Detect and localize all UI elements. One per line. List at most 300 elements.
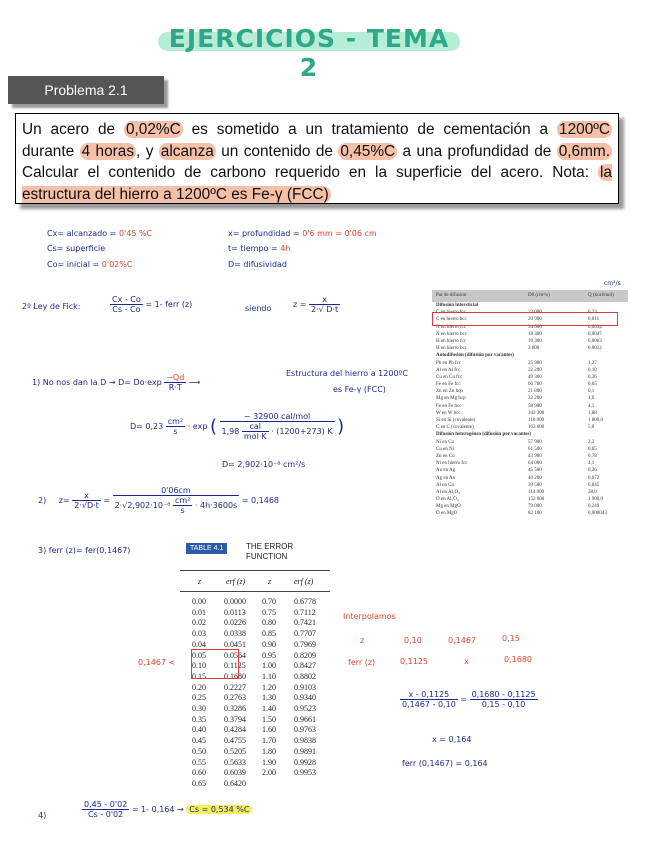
errfn-cell: 0.20: [192, 682, 206, 692]
diffusion-table-row: [432, 395, 628, 402]
step2-frac: [113, 486, 240, 515]
errfn-cell: 0.3286: [224, 704, 246, 713]
diffusion-cell: Pb en Pb fcc: [436, 360, 462, 366]
fick-z-den: 2·√ D·t: [311, 305, 339, 314]
errfn-side-value: 0,1467: [138, 658, 166, 667]
errfn-cell: 0.25: [192, 693, 206, 703]
diffusion-table-row: [432, 446, 628, 453]
errfn-head-z1: z: [198, 577, 202, 586]
step1-eq: [130, 412, 344, 441]
brace-icon: <: [168, 658, 176, 667]
errfn-cell: 0.6039: [224, 768, 246, 778]
diffusion-cell: 10 300: [528, 338, 542, 344]
diffusion-section-title: Autodifusión (difusión por vacantes): [436, 353, 514, 359]
errfn-cell: 0.65: [192, 778, 206, 788]
diffusion-cell: 32 200: [528, 367, 542, 373]
errfn-cell: 0.6420: [224, 778, 246, 788]
errfn-cell: 0.9661: [294, 714, 316, 724]
interp-z-label: z: [360, 636, 365, 645]
note-co-label: Co= inicial =: [47, 260, 100, 269]
step2-den: [113, 496, 240, 515]
errfn-cell: 0.0226: [224, 618, 246, 628]
diffusion-cell: 0,0047: [588, 331, 602, 337]
fick-z-label: z =: [293, 300, 307, 309]
fick-label: 2º Ley de Fick:: [22, 302, 81, 311]
interp-ferr-result: ferr (0,1467) = 0,164: [402, 759, 488, 768]
step2-result: = 0,1468: [241, 496, 280, 505]
diffusion-cell: 0,36: [588, 374, 597, 380]
diffusion-cell: 1 800,0: [588, 418, 603, 423]
errfn-cell: 0.4755: [224, 736, 246, 746]
step2-den-rest: · 4h·3600s: [194, 501, 238, 510]
diffusion-cell: 0,000043: [588, 511, 607, 517]
step1-line: [32, 373, 200, 392]
diffusion-cell: 49 300: [528, 374, 542, 380]
step1-exp-num: −Qd: [166, 373, 185, 382]
interp-x-result: x = 0,164: [432, 735, 472, 744]
errfn-cell: 0.00: [192, 597, 206, 606]
diffusion-cell: 143 300: [528, 410, 545, 416]
stmt-text: superficie del acero. Nota:: [396, 164, 599, 181]
step1-eq-a-frac: [166, 417, 185, 436]
interp-f1: 0,1125: [400, 657, 428, 666]
stmt-highlight: la estructura del hierro a 1200ºC es Fe-γ (FCC): [22, 164, 612, 203]
diffusion-table-row: [432, 388, 628, 395]
diffusion-table-row: [432, 367, 628, 374]
diffusion-table-row: [432, 475, 628, 482]
diffusion-cell: 64 000: [528, 461, 542, 467]
diffusion-cell: Al en Al fcc: [436, 367, 461, 373]
diffusion-cell: 0,0034: [588, 324, 602, 330]
diffusion-cell: 152 000: [528, 497, 545, 503]
diffusion-cell: 114 000: [528, 489, 545, 495]
diffusion-table-row: [432, 345, 628, 352]
diffusion-cell: Zn en Zn hcp: [436, 389, 463, 395]
step4-eq: [82, 800, 252, 819]
errfn-cell: 0.10: [192, 661, 206, 671]
diffusion-table-row: [432, 439, 628, 446]
step2-eq: 2) z= $\frac{x}{2\cdot√D\cdot t}$ = 0'06cm 2·√2,902·10⁻⁸ $\frac{\text{cm²}}{s}$ · 4h·3600s = 0,1468: [38, 486, 280, 515]
interp-rnum: 0,1680 - 0,1125: [471, 690, 536, 699]
diffusion-table-row: [432, 403, 628, 410]
errfn-cell: 0.80: [262, 618, 276, 628]
diffusion-cell: O en MgO: [436, 511, 458, 517]
diffusion-cell: 0,65: [588, 382, 597, 388]
errfn-cell: 1.50: [262, 714, 276, 724]
interp-title: Interpolamos: [343, 612, 396, 621]
interp-f-label: ferr (z): [348, 658, 376, 667]
errfn-title2: FUNCTION: [246, 552, 288, 561]
diffusion-cell: 57 900: [528, 439, 542, 445]
diffusion-cell: 58 900: [528, 403, 542, 409]
diffusion-table-row: [432, 424, 628, 431]
errfn-cell: 0.7707: [294, 629, 316, 639]
step1-result: D= 2,902·10⁻⁸ cm²/s: [222, 460, 306, 469]
errfn-cell: 0.0338: [224, 629, 246, 639]
interp-left-frac: [400, 690, 458, 709]
diff-head-col3: Q (kcal/mol): [588, 293, 614, 298]
note-co-value: 0'02%C: [101, 260, 133, 269]
diffusion-cell: 0,0063: [588, 338, 602, 344]
step2-num: 0'06cm: [113, 486, 240, 496]
step4-den: Cs - 0'02: [88, 810, 124, 819]
diffusion-cell: 28,0: [588, 489, 597, 495]
errfn-cell: 1.60: [262, 725, 276, 735]
stmt-highlight: alcanza: [160, 142, 214, 160]
errfn-cell: 0.4284: [224, 725, 246, 735]
errfn-cell: 0.9891: [294, 746, 316, 756]
errfn-cell: 0.7112: [294, 607, 316, 617]
errfn-cell: 0.35: [192, 714, 206, 724]
diffusion-cell: 79 000: [528, 504, 542, 510]
errfn-cell: 0.5633: [224, 757, 246, 767]
errfn-cell: 0.90: [262, 639, 276, 649]
diffusion-table-row: [432, 482, 628, 489]
errfn-cell: 0.1125: [224, 661, 246, 671]
diffusion-table-row: [432, 503, 628, 510]
step2-label: 2): [38, 496, 47, 505]
step2-den-unit: [173, 496, 192, 515]
diffusion-cell: 18 300: [528, 331, 542, 337]
diffusion-cell: 0,0012: [588, 346, 602, 352]
note-cx-value: 0'45 %C: [118, 229, 153, 238]
diffusion-cell: H en hierro bcc: [436, 346, 467, 352]
errfn-cell: 2.00: [262, 768, 276, 778]
step1-big-den-b: · (1200+273) K: [271, 427, 333, 436]
stmt-text: Calcular el contenido de carbono requerido en la: [22, 164, 388, 181]
step1-eq-exp: · exp: [187, 422, 208, 431]
diffusion-cell: 43 900: [528, 453, 542, 459]
diffusion-cell: Ag en Au: [436, 475, 456, 481]
diffusion-cell: O en Al₂O₃: [436, 497, 459, 503]
step1-big-den-frac: [242, 422, 269, 441]
errfn-head-z2: z: [268, 577, 272, 586]
diffusion-cell: Si en Si (covalente): [436, 418, 476, 423]
step1-eq-a-den: s: [173, 427, 178, 436]
diffusion-cell: 0,072: [588, 475, 600, 481]
stmt-text: durante: [22, 142, 80, 160]
diffusion-table-row: [432, 453, 628, 460]
diffusion-cell: Mg en Mg hcp: [436, 396, 466, 402]
diffusion-cell: Mg en MgO: [436, 504, 461, 510]
errfn-cell: 0.9523: [294, 704, 316, 713]
errfn-cell: 1.30: [262, 693, 276, 703]
step1-big-den-num: cal: [242, 422, 269, 432]
step4-label: 4): [38, 811, 47, 820]
step4-frac: [82, 800, 129, 819]
errfn-head-erf2: erf (z): [294, 577, 314, 586]
diffusion-table-row: [432, 331, 628, 338]
diffusion-cell: 0,011: [588, 317, 600, 323]
page-title-block: [158, 20, 460, 82]
errfn-cell: 0.30: [192, 704, 206, 713]
diffusion-cell: 82 100: [528, 511, 542, 517]
note-t-value: 4h: [280, 244, 291, 253]
arrow-icon: ⟶: [188, 378, 201, 387]
paren-open-icon: (: [209, 416, 217, 437]
stmt-highlight: 0,45%C: [340, 142, 396, 160]
errfn-cell: 1.40: [262, 704, 276, 713]
errfn-highlight-box: [191, 649, 239, 679]
step2-den-unit-den: s: [180, 506, 185, 515]
step1-big-den: [220, 422, 335, 441]
fick-rhs: = 1- ferr (z): [145, 300, 193, 309]
errfn-cell: 0.02: [192, 618, 206, 628]
fick-fraction: [110, 295, 192, 314]
errfn-cell: 0.3794: [224, 714, 246, 724]
interp-rden: 0,15 - 0,10: [481, 700, 526, 709]
note-cs: Cs= superficie: [47, 244, 106, 253]
diffusion-table-row: [432, 410, 628, 417]
errfn-cell: 0.9838: [294, 736, 316, 746]
diffusion-cell: 5,0: [588, 425, 595, 431]
problem-tab: [8, 76, 164, 104]
diffusion-cell: Ni en Cu: [436, 439, 455, 445]
diffusion-table-row: [432, 374, 628, 381]
diffusion-cell: 61 500: [528, 446, 542, 452]
errfn-cell: 0.2227: [224, 682, 246, 692]
step4-result: Cs = 0,534 %C: [186, 805, 252, 814]
diffusion-cell: Zn en Cu: [436, 453, 455, 459]
diffusion-table-row: [432, 510, 628, 517]
diffusion-cell: 23 000: [528, 310, 542, 316]
fick-siendo: siendo: [245, 304, 272, 313]
errfn-cell: 0.45: [192, 736, 206, 746]
diffusion-cell: 0,045: [588, 482, 600, 488]
errfn-cell: 1.00: [262, 661, 276, 671]
stmt-highlight: 1200ºC: [559, 121, 610, 138]
note-x: [228, 229, 377, 238]
diff-head-col2: D0 (cm²/s): [528, 293, 550, 298]
fick-num: Cx - Co: [112, 295, 141, 304]
stmt-text: Un acero de: [22, 121, 124, 138]
diffusion-cell: 34 600: [528, 324, 542, 330]
diffusion-cell: N en hierro fcc: [436, 324, 467, 330]
errfn-cell: 0.5205: [224, 746, 246, 756]
diffusion-cell: 4,1: [588, 461, 595, 467]
table-unit-note: cm²/s: [604, 280, 621, 287]
diffusion-cell: Fe en Fe fcc: [436, 382, 461, 388]
errfn-cell: 0.0113: [224, 607, 246, 617]
errfn-cell: 1.80: [262, 746, 276, 756]
diffusion-cell: 110 000: [528, 418, 545, 423]
fick-den: Cs - Co: [112, 305, 141, 314]
stmt-text: a una: [397, 142, 443, 160]
step1-big-den-a: 1,98: [221, 427, 240, 436]
diffusion-cell: 0,26: [588, 468, 597, 474]
step2-den-a: 2·√2,902·10⁻⁸: [114, 501, 171, 510]
step1-big-num: − 32900 cal/mol: [220, 412, 335, 422]
fick-z: [293, 295, 340, 314]
errfn-cell: 0.01: [192, 607, 206, 617]
diffusion-cell: 21 800: [528, 389, 542, 395]
interp-f3: 0,1680: [504, 655, 532, 664]
interp-f2: x: [464, 657, 469, 666]
diffusion-table-row: [432, 338, 628, 345]
errfn-cell: 0.1680: [224, 671, 246, 681]
step1-big-frac: [220, 412, 335, 441]
errfn-rule-top: [180, 570, 330, 571]
diffusion-cell: N en hierro bcc: [436, 331, 467, 337]
errfn-cell: 0.75: [262, 607, 276, 617]
diffusion-table-row: [432, 496, 628, 503]
errfn-cell: 0.40: [192, 725, 206, 735]
errfn-cell: 0.50: [192, 746, 206, 756]
errfn-badge: TABLE 4.1: [186, 543, 227, 554]
errfn-cell: 0.9763: [294, 725, 316, 735]
diffusion-cell: Fe en Fe bcc: [436, 403, 462, 409]
errfn-cell: 1.90: [262, 757, 276, 767]
errfn-cell: 0.7421: [294, 618, 316, 628]
errfn-cell: 0.7969: [294, 639, 316, 649]
diffusion-cell: 0,65: [588, 446, 597, 452]
errfn-cell: 0.60: [192, 768, 206, 778]
diffusion-section-title: Difusión intersticial: [436, 303, 479, 308]
fick-frac: [110, 295, 143, 314]
errfn-cell: 1.20: [262, 682, 276, 692]
errfn-title1: THE ERROR: [246, 542, 294, 551]
interp-lden: 0,1467 - 0,10: [402, 700, 456, 709]
errfn-cell: 0.9103: [294, 682, 316, 692]
errfn-cell: 0.05: [192, 650, 206, 660]
step4-num: 0,45 - 0'02: [84, 800, 128, 809]
fick-z-num: x: [309, 295, 340, 305]
stmt-highlight: 0,6mm.: [558, 142, 611, 160]
diffusion-cell: C en hierro bcc: [436, 317, 467, 323]
step4-mid: = 1- 0,164 →: [131, 805, 184, 814]
step2-den-unit-num: cm²: [174, 496, 191, 505]
paren-close-icon: ): [337, 416, 345, 437]
step1-note-1: Estructura del hierro a 1200ºC: [286, 369, 408, 378]
step2-z: z=: [58, 496, 70, 505]
errfn-cell: 1.70: [262, 736, 276, 746]
note-t-label: t= tiempo =: [228, 244, 278, 253]
diffusion-cell: 0,10: [588, 367, 597, 373]
errfn-cell: 0.15: [192, 671, 206, 681]
step1-eq-a: D= 0,23: [130, 422, 164, 431]
note-x-label: x= profundidad =: [228, 229, 300, 238]
errfn-cell: 0.85: [262, 629, 276, 639]
page-title: EJERCICIOS - TEMA 2: [168, 24, 450, 82]
step1-note-2: es Fe-γ (FCC): [333, 385, 386, 394]
diffusion-highlight-box: [432, 312, 618, 326]
step2-z-den: 2·√D·t: [74, 501, 99, 510]
diffusion-cell: C en C (covalente): [436, 425, 474, 431]
diffusion-cell: 0,1: [588, 389, 595, 395]
diffusion-cell: 66 700: [528, 382, 542, 388]
diffusion-cell: W en W bcc: [436, 410, 461, 416]
diffusion-cell: 0,249: [588, 504, 600, 510]
step2-z-num: x: [72, 491, 101, 501]
problem-statement: [15, 113, 619, 204]
diff-head-col1: Par de difusión: [436, 293, 467, 298]
errfn-cell: 0.03: [192, 629, 206, 639]
diffusion-cell: Al en Al₂O₃: [436, 489, 461, 495]
note-t: [228, 244, 290, 253]
errfn-cell: 0.9953: [294, 768, 316, 778]
diffusion-table-row: [432, 381, 628, 388]
errfn-cell: 0.8209: [294, 650, 316, 660]
errfn-cell: 0.2763: [224, 693, 246, 703]
diffusion-cell: 2,3: [588, 439, 595, 445]
errfn-cell: 0.0000: [224, 597, 246, 606]
step1-exp-frac: [164, 373, 186, 392]
note-co: [47, 260, 132, 269]
step3-text: 3) ferr (z)= fer(0,1467): [38, 546, 131, 555]
diffusion-cell: 1,88: [588, 410, 597, 416]
errfn-cell: 0.55: [192, 757, 206, 767]
diffusion-cell: Au en Ag: [436, 468, 456, 474]
interp-z1: 0,10: [404, 636, 422, 645]
interp-z3: 0,15: [502, 634, 520, 643]
stmt-text: es sometido a un tratamiento de cementación a: [182, 121, 549, 138]
errfn-side-note: [138, 658, 175, 667]
diffusion-cell: Cu en Ni: [436, 446, 455, 452]
note-cx-label: Cx= alcanzado =: [47, 229, 117, 238]
diffusion-table-row: [432, 360, 628, 367]
diffusion-cell: 163 000: [528, 425, 545, 431]
stmt-highlight: 0,02%C: [125, 121, 181, 138]
diffusion-cell: H en hierro fcc: [436, 338, 467, 344]
stmt-text: profundidad de: [447, 142, 557, 160]
interp-z2: 0,1467: [448, 636, 476, 645]
stmt-text: , y: [136, 142, 159, 160]
step1-eq-a-num: cm²: [167, 417, 184, 426]
errfn-cell: 0.8427: [294, 661, 316, 671]
errfn-cell: 0.0451: [224, 639, 246, 649]
diffusion-cell: 3 600: [528, 346, 540, 352]
errfn-cell: 0.04: [192, 639, 206, 649]
interp-right-frac: [470, 690, 538, 709]
diffusion-cell: 1 900,0: [588, 497, 603, 503]
errfn-cell: 0.70: [262, 597, 276, 606]
diffusion-cell: 39 500: [528, 482, 542, 488]
step1-text: 1) No nos dan la D → D= Do·exp: [32, 378, 162, 387]
diffusion-section-title: Difusión heterogénea (difusión por vacantes): [436, 432, 532, 438]
diffusion-table-body: [432, 302, 628, 518]
errfn-head-erf1: erf (z): [226, 577, 246, 586]
diffusion-cell: 20 900: [528, 317, 542, 323]
errfn-cell: 0.6778: [294, 597, 316, 606]
diffusion-table-row: [432, 467, 628, 474]
note-d: D= difusividad: [228, 260, 287, 269]
diffusion-cell: Al en Cu: [436, 482, 455, 488]
interp-lnum: x - 0,1125: [400, 690, 458, 700]
stmt-highlight: 4 horas: [81, 142, 135, 160]
diffusion-cell: 45 500: [528, 468, 542, 474]
diffusion-table-header: [432, 290, 628, 302]
note-x-value: 0'6 mm = 0'06 cm: [302, 229, 377, 238]
errfn-rule-mid: [180, 591, 330, 592]
stmt-text: un contenido de: [215, 142, 339, 160]
step1-exp-den: R·T: [168, 383, 182, 392]
diffusion-cell: Ni en hierro fcc: [436, 461, 468, 467]
diffusion-cell: 25 900: [528, 360, 542, 366]
diffusion-cell: 1,27: [588, 360, 597, 366]
step2-z-frac: [72, 491, 101, 510]
errfn-cell: 0.8802: [294, 671, 316, 681]
diffusion-cell: 1,0: [588, 396, 595, 402]
diffusion-table-row: [432, 417, 628, 424]
diffusion-table-row: [432, 489, 628, 496]
diffusion-cell: 32 200: [528, 396, 542, 402]
diffusion-cell: 40 200: [528, 475, 542, 481]
diffusion-cell: C en hierro fcc: [436, 310, 466, 316]
diffusion-cell: Cu en Cu fcc: [436, 374, 463, 380]
errfn-cell: 0.0564: [224, 650, 246, 660]
errfn-cell: 1.10: [262, 671, 276, 681]
note-cx: [47, 229, 152, 238]
